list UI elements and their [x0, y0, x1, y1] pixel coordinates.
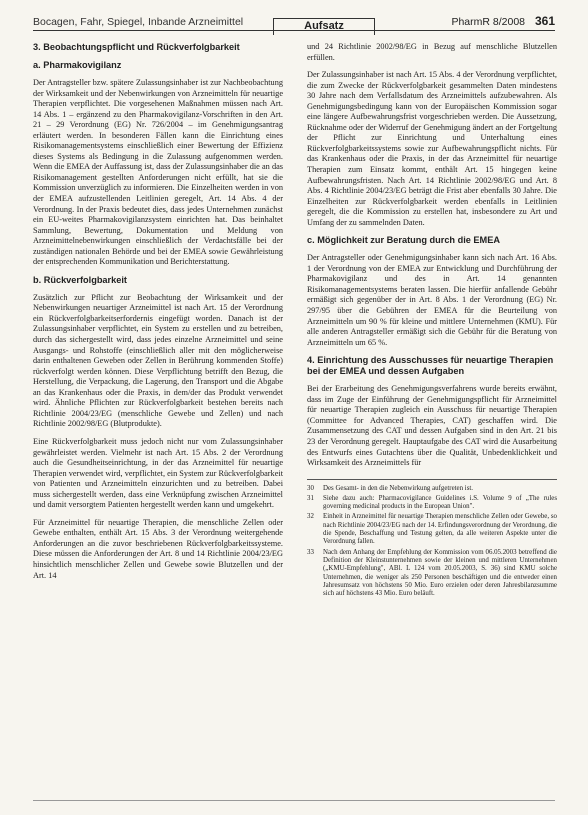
footnotes — [307, 479, 557, 599]
heading-beratung: c. Möglichkeit zur Beratung durch die EMEA — [307, 235, 500, 246]
right-column — [307, 42, 557, 600]
footnote-number: 31 — [307, 494, 314, 502]
heading-section-3: 3. Beobachtungspflicht und Rückverfolgbarkeit — [33, 42, 240, 52]
footnote — [307, 485, 557, 493]
journal-citation: PharmR 8/2008 — [451, 16, 525, 28]
paragraph: Eine Rückverfolgbarkeit muss jedoch nicht nur vom Zulassungsinhaber gewährleistet werden. Vielmehr ist nach Art. 15 Abs. 2 der Verordnung auch die Gesundheitseinrichtung, in der das Arzneimittel für neuartige Therapien verwendet wird, verpflichtet, ein System zur Rückverfolgbarkeit von Patienten und Arzneimitteln einzurichten und zu betreiben. Dabei muss sichergestellt werden, dass eine Verknüpfung zwischen Arzneimittel und damit versorgtem Patienten hergestellt werden kann und umgekehrt. — [33, 436, 283, 510]
paragraph: Zusätzlich zur Pflicht zur Beobachtung der Wirksamkeit und der Nebenwirkungen neuartiger Arzneimittel ist nach Art. 15 der Verordnung ein Rückverfolgbarkeitserfordernis eingefügt worden. Danach ist der Zulassungsinhaber verpflichtet, ein System zu erstellen und zu betreiben, durch das sichergestellt wird, dass jedes einzelne Arzneimittel und seine Ausgangs- und Rohstoffe (einschließlich aller mit den möglicherweise darin enthaltenen Geweben oder Zellen in Berührung kommenden Stoffe) rückverfolgt werden können. Diese Verpflichtung betrifft den Bezug, die Herstellung, die Verpackung, die Lagerung, den Transport und die Abgabe an das Krankenhaus oder die Praxis, in dem/der das Produkt verwendet wird. Ähnliche Pflichten zur Rückverfolgbarkeit bestehen bereits nach Richtlinie 2004/23/EG (menschliche Gewebe und Zellen) und nach Richtlinie 2002/98/EG (Blutprodukte). — [33, 292, 283, 429]
paragraph: Für Arzneimittel für neuartige Therapien, die menschliche Zellen oder Gewebe enthalten, enthält Art. 15 Abs. 3 der Verordnung weitergehende Anforderungen an die zuvor beschriebenen Rückverfolgbarkeitssysteme. Diese müssen die Anforderungen der Art. 8 und 14 Richtlinie 2004/23/EG hinsichtlich menschlicher Zellen und Gewebe sowie Blutzellen und der Art. 14 — [33, 517, 283, 580]
heading-rueckverfolgbarkeit: b. Rückverfolgbarkeit — [33, 274, 127, 285]
footnote-text: Siehe dazu auch: Pharmacovigilance Guidelines i.S. Volume 9 of „The rules governing medicinal products in the European Union". — [323, 494, 557, 511]
footnote — [307, 513, 557, 546]
footnote — [307, 549, 557, 599]
footnote-number: 33 — [307, 548, 314, 556]
paragraph: Bei der Erarbeitung des Genehmigungsverfahrens wurde bereits erwähnt, dass im Zuge der Einführung der Genehmigungspflicht für Arzneimittel für neuartige Therapien zugleich ein Ausschuss für neuartige Therapien (Committee for Advanced Therapies, CAT) geschaffen wird. Die Zusammensetzung des CAT und dessen Aufgaben sind in den Art. 21 bis 23 der Verordnung geregelt. Hauptaufgabe des CAT wird die Ausarbeitung des Entwurfs eines Gutachtens über die Qualität, Unbedenklichkeit und Wirksamkeit des Arzneimittels für — [307, 384, 557, 468]
page-header — [33, 12, 555, 32]
heading-section-4: 4. Einrichtung des Ausschusses für neuartige Therapien bei der EMEA und dessen Aufgaben — [307, 355, 554, 377]
footnote-number: 30 — [307, 484, 314, 492]
paragraph: Der Antragsteller bzw. spätere Zulassungsinhaber ist zur Nachbeobachtung der Wirksamkeit und der Nebenwirkungen von Arzneimitteln für neuartige Therapien verpflichtet. Die vorgesehenen Maßnahmen müssen nach Art. 14 Abs. 1 – ergänzend zu den Pharmakovigilanz-Vorschriften in den Art. 21 – 29 Verordnung (EG) Nr. 726/2004 – im Genehmigungsantrag erläutert werden. In besonderen Fällen kann die Einrichtung eines Risikomanagementsystems einschließlich einer Bewertung der Effizienz dieses Systems als Bedingung in die Zulassung aufgenommen werden. Wenn die EMEA der Auffassung ist, dass der Zulassungsinhaber die an das Risikomanagement gestellten Anforderungen nicht erfüllt, hat sie die Kommission unverzüglich zu informieren. Die Einzelheiten werden in von der EMEA aufzustellenden Leitlinien geregelt, Art. 14 Abs. 4 der Verordnung. In der Praxis bedeutet dies, dass jedes Unternehmen zunächst ein EU-weites Pharmakovigilanzsystem einrichten hat. Das beinhaltet Sammlung, Bewertung, Dokumentation und Meldung von Arzneimittelnebenwirkungen einschließlich der Verdachtsfälle bei der zuständigen nationalen Behörde und bei der EMEA sowie Gewährleistung der entsprechenden Kommunikation und Berichterstattung. — [33, 78, 283, 267]
paragraph: Der Antragsteller oder Genehmigungsinhaber kann sich nach Art. 16 Abs. 1 der Verordnung von der EMEA zur Entwicklung und Durchführung der Pharmakovigilanz und des in Art. 14 genannten Risikomanagementsystems beraten lassen. Die hierfür anfallende Gebühr ermäßigt sich gegenüber der in Art. 8 Abs. 1 der Verordnung (EG) Nr. 297/95 über die Gebühren der EMEA für die Beurteilung von Arzneimitteln um 90 % für kleine und mittlere Unternehmen (KMU). Für alle anderen Antragsteller ermäßigt sich die Gebühr für die Beratung von Arzneimitteln um 65 %. — [307, 253, 557, 347]
left-column — [33, 42, 283, 588]
paragraph: und 24 Richtlinie 2002/98/EG in Bezug auf menschliche Blutzellen erfüllen. — [307, 42, 557, 62]
footnote-number: 32 — [307, 513, 314, 521]
footnote-text: Einheit in Arzneimittel für neuartige Therapien menschliche Zellen oder Gewebe, so nach Richtlinie 2004/23/EG nach der 14. Erfindungsverordnung der Verordnung, die die Spende, Beschaffung und Testung gelten, da alle weiteren Aspekte unter die Verordnung fallen. — [323, 513, 557, 546]
heading-pharmakovigilanz: a. Pharmakovigilanz — [33, 60, 122, 70]
footnote-text: Des Gesamt- in den die Nebenwirkung aufgetreten ist. — [323, 484, 474, 492]
section-tab: Aufsatz — [273, 18, 375, 35]
paragraph: Der Zulassungsinhaber ist nach Art. 15 Abs. 4 der Verordnung verpflichtet, die zum Zwecke der Rückverfolgbarkeit gesammelten Daten mindestens 30 Jahre nach dem Verfallsdatum des Arzneimittels aufzubewahren. Als Genehmigungsbedingung kann von der Europäischen Kommission sogar eine längere Aufbewahrungsfrist vorgeschrieben werden. Die Aussetzung, Rücknahme oder der Widerruf der Genehmigung ändert an der Fortgeltung der Pflicht zur Einrichtung und Unterhaltung eines Rückverfolgbarkeitssystems sowie zur Aufbewahrungspflicht nichts. Für das Krankenhaus oder die Praxis, in der das Arzneimittel für neuartige Therapien zum Einsatz kommt, enthält Art. 15 hingegen keine Aufbewahrungsfristen. Nach Art. 14 Richtlinie 2002/98/EG und Art. 8 Abs. 4 Richtlinie 2004/23/EG beträgt die Frist aber ebenfalls 30 Jahre. Die Einzelheiten zur Rückverfolgbarkeit werden ebenfalls in Leitlinien geregelt, die die Kommission zu erstellen hat, insbesondere zu Art und Umfang der zu sammelnden Daten. — [307, 70, 557, 227]
footnote-text: Nach dem Anhang der Empfehlung der Kommission vom 06.05.2003 betreffend die Definition der Kleinstunternehmen sowie der kleinen und mittleren Unternehmen („KMU-Empfehlung", ABl. L 124 vom 20.05.2003, S. 36) sind KMU solche Unternehmen, die weniger als 250 Personen beschäftigen und die entweder einen Jahresumsatz von höchstens 50 Mio. Euro erzielen oder deren Jahresbilanzsumme sich auf höchstens 43 Mio. Euro beläuft. — [323, 548, 557, 598]
footer-rule — [33, 800, 555, 801]
running-authors: Bocagen, Fahr, Spiegel, Inbande Arzneimittel — [33, 16, 244, 28]
footnote — [307, 495, 557, 512]
header-rule — [33, 30, 555, 31]
page-number: 361 — [534, 14, 555, 28]
